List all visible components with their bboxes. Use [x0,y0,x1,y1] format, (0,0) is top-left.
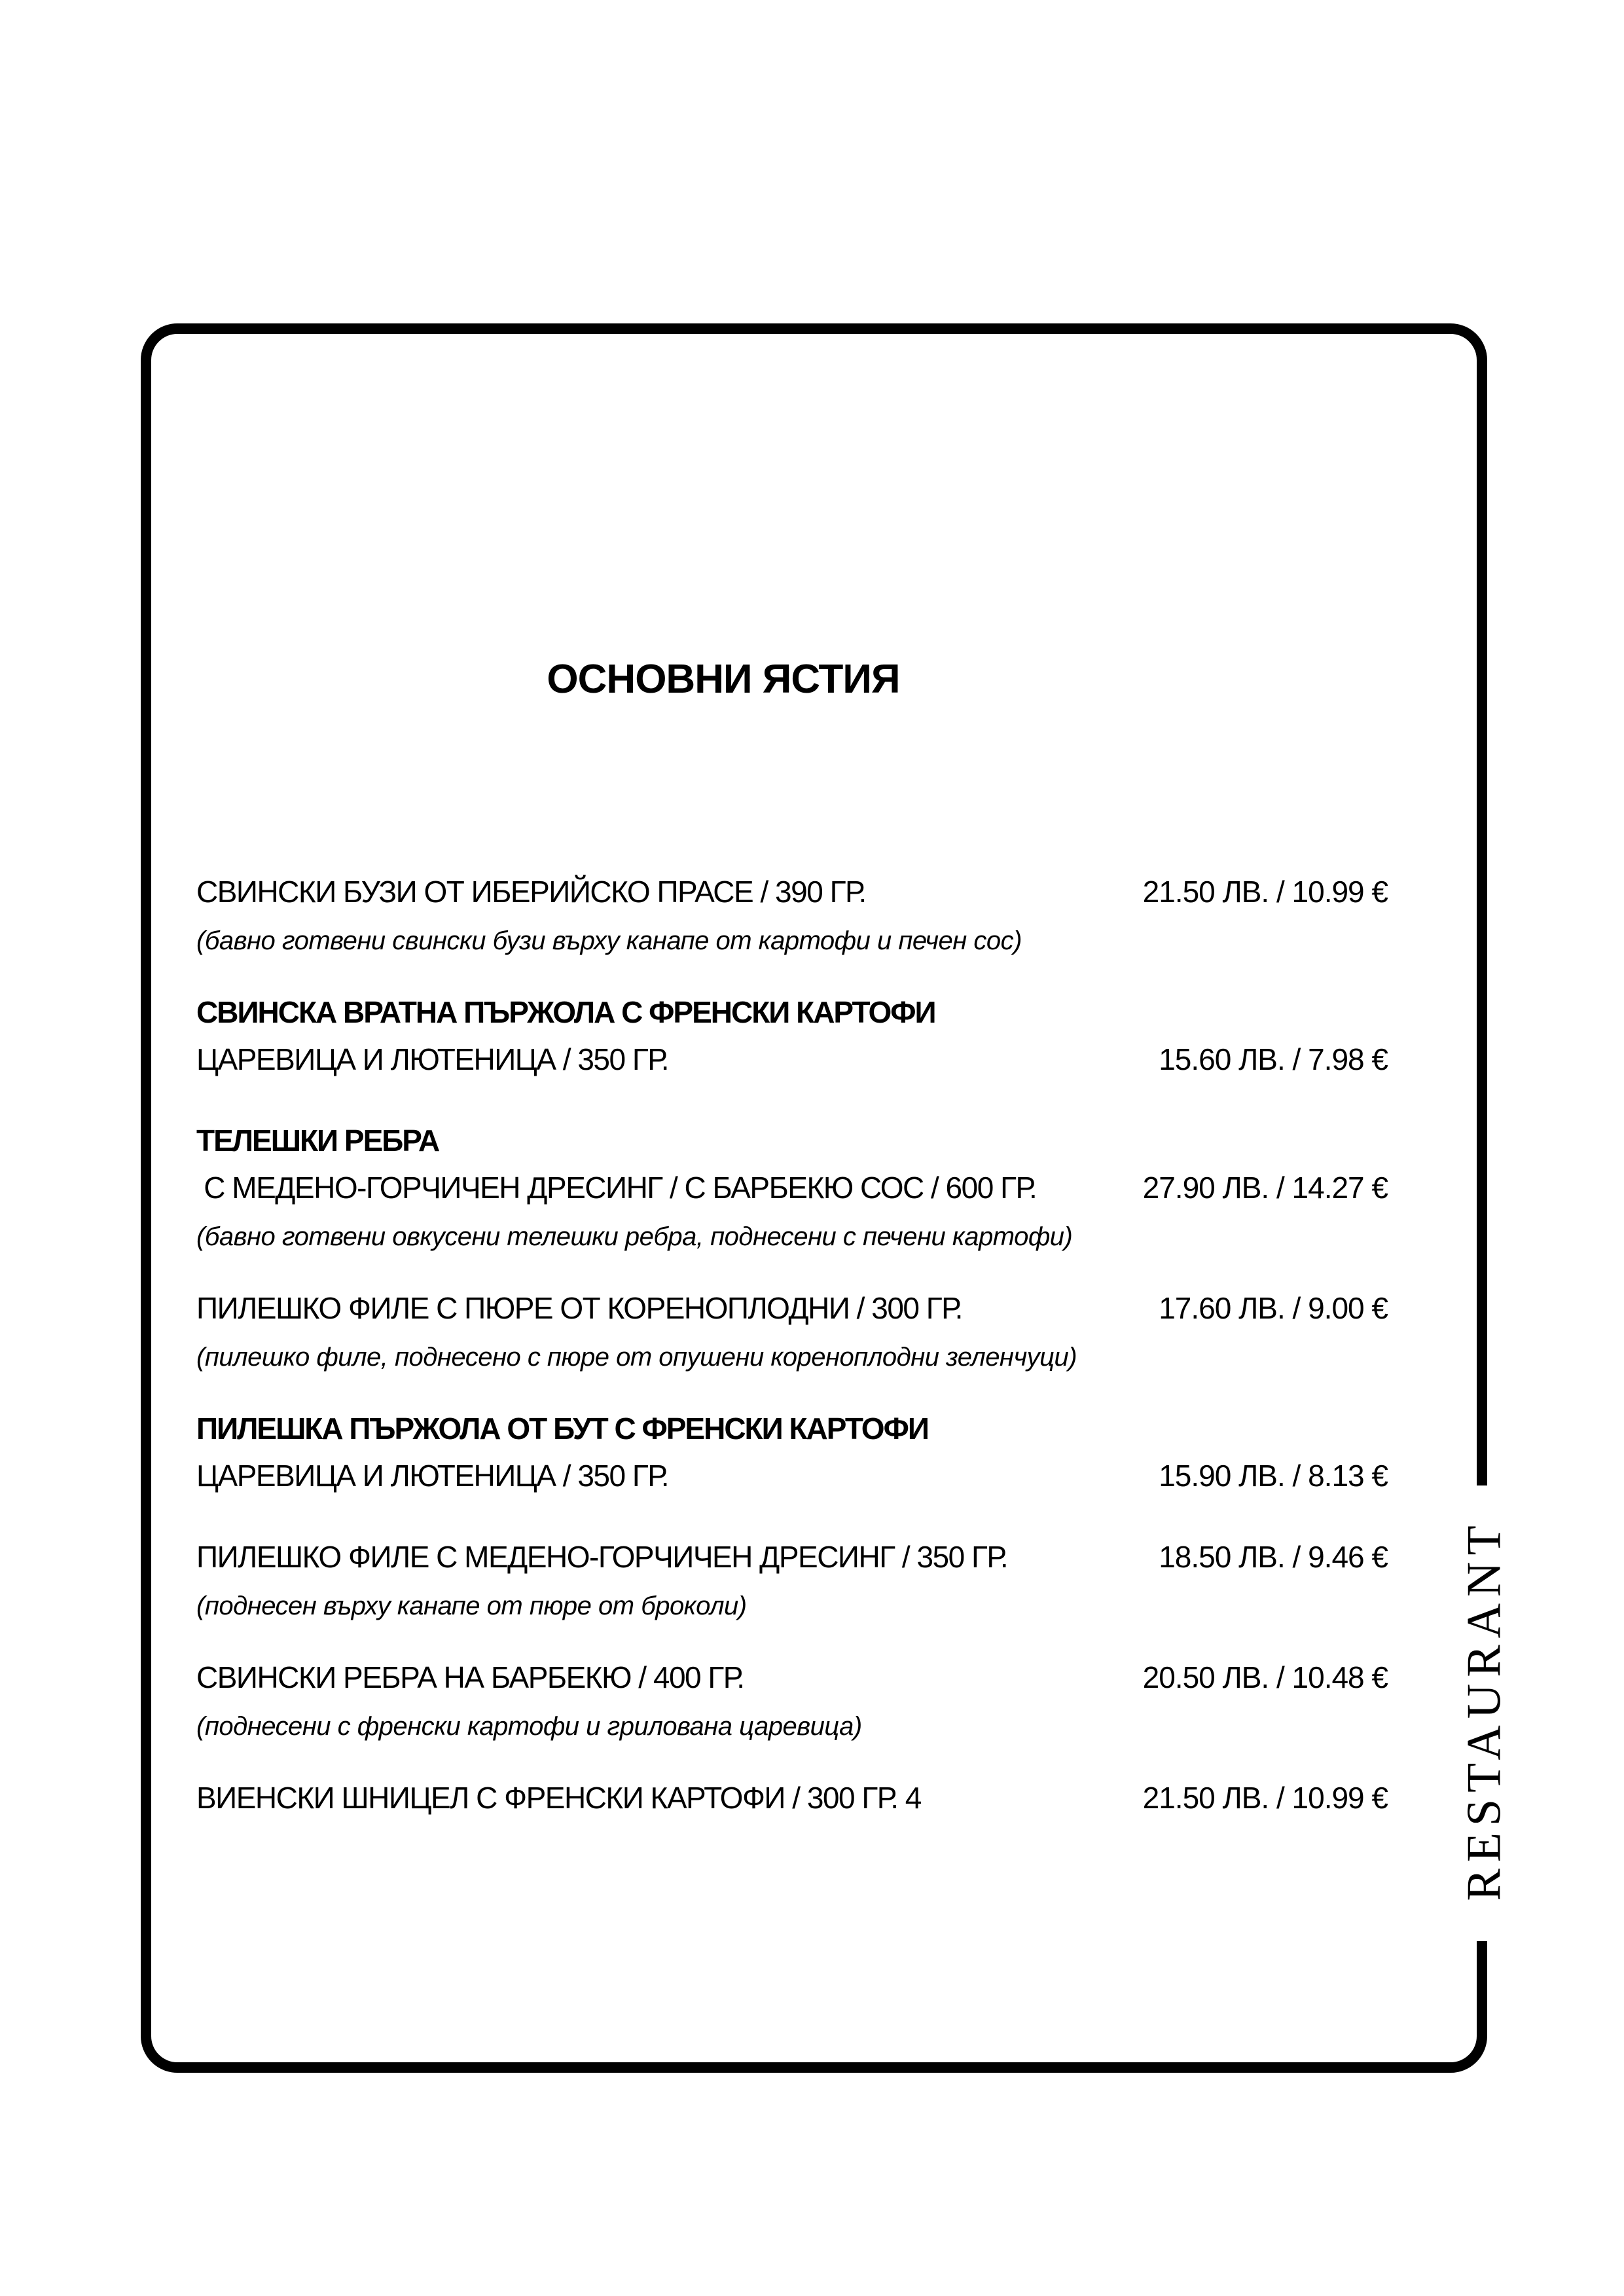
item-note: (поднесен върху канапе от пюре от броколи) [196,1592,747,1620]
menu-item [196,1537,1388,1624]
item-price: 15.90 ЛВ. / 8.13 € [1159,1459,1388,1493]
item-line-text: ТЕЛЕШКИ РЕБРА [196,1123,439,1157]
item-line-text: ПИЛЕШКО ФИЛЕ С МЕДЕНО-ГОРЧИЧЕН ДРЕСИНГ / 350 ГР. [196,1540,1008,1574]
item-line [196,1168,1388,1215]
item-price: 17.60 ЛВ. / 9.00 € [1159,1291,1388,1325]
item-note: (бавно готвени свински бузи върху канапе от картофи и печен сос) [196,926,1022,955]
menu-item [196,872,1388,958]
item-price: 21.50 ЛВ. / 10.99 € [1142,1781,1388,1815]
item-price: 18.50 ЛВ. / 9.46 € [1159,1540,1388,1574]
menu-item [196,1778,1388,1825]
item-line [196,872,1388,919]
item-price: 15.60 ЛВ. / 7.98 € [1159,1042,1388,1076]
menu-items-list [196,872,1388,1859]
page-title: ОСНОВНИ ЯСТИЯ [547,657,900,702]
item-line-text: ЦАРЕВИЦА И ЛЮТЕНИЦА / 350 ГР. [196,1459,669,1493]
menu-item [196,1409,1388,1503]
item-line [196,1778,1388,1825]
item-line-text: С МЕДЕНО-ГОРЧИЧЕН ДРЕСИНГ / С БАРБЕКЮ СОС / 600 ГР. [196,1171,1037,1205]
item-line-text: СВИНСКИ БУЗИ ОТ ИБЕРИЙСКО ПРАСЕ / 390 ГР. [196,875,866,909]
item-line [196,1658,1388,1705]
item-line [196,1288,1388,1336]
item-note: (бавно готвени овкусени телешки ребра, поднесени с печени картофи) [196,1222,1073,1251]
item-price: 27.90 ЛВ. / 14.27 € [1142,1171,1388,1205]
item-line-text: СВИНСКА ВРАТНА ПЪРЖОЛА С ФРЕНСКИ КАРТОФИ [196,995,935,1029]
item-line [196,993,1388,1040]
menu-item [196,993,1388,1087]
restaurant-side-label: RESTAURANT [1457,1519,1511,1901]
item-line [196,1409,1388,1456]
item-line-text: ПИЛЕШКО ФИЛЕ С ПЮРЕ ОТ КОРЕНОПЛОДНИ / 300 ГР. [196,1291,962,1325]
item-line [196,1537,1388,1584]
item-line-text: ЦАРЕВИЦА И ЛЮТЕНИЦА / 350 ГР. [196,1042,669,1076]
item-line [196,1040,1388,1087]
item-price: 21.50 ЛВ. / 10.99 € [1142,875,1388,909]
item-price: 20.50 ЛВ. / 10.48 € [1142,1660,1388,1694]
item-line-text: СВИНСКИ РЕБРА НА БАРБЕКЮ / 400 ГР. [196,1660,744,1694]
item-note: (пилешко филе, поднесено с пюре от опушени кореноплодни зеленчуци) [196,1343,1077,1372]
item-line-text: ВИЕНСКИ ШНИЦЕЛ С ФРЕНСКИ КАРТОФИ / 300 ГР. 4 [196,1781,921,1815]
item-note: (поднесени с френски картофи и грилована царевица) [196,1712,862,1741]
item-line [196,1121,1388,1168]
menu-item [196,1121,1388,1254]
menu-item [196,1288,1388,1375]
menu-item [196,1658,1388,1744]
item-line [196,1456,1388,1503]
item-line-text: ПИЛЕШКА ПЪРЖОЛА ОТ БУТ С ФРЕНСКИ КАРТОФИ [196,1412,928,1446]
